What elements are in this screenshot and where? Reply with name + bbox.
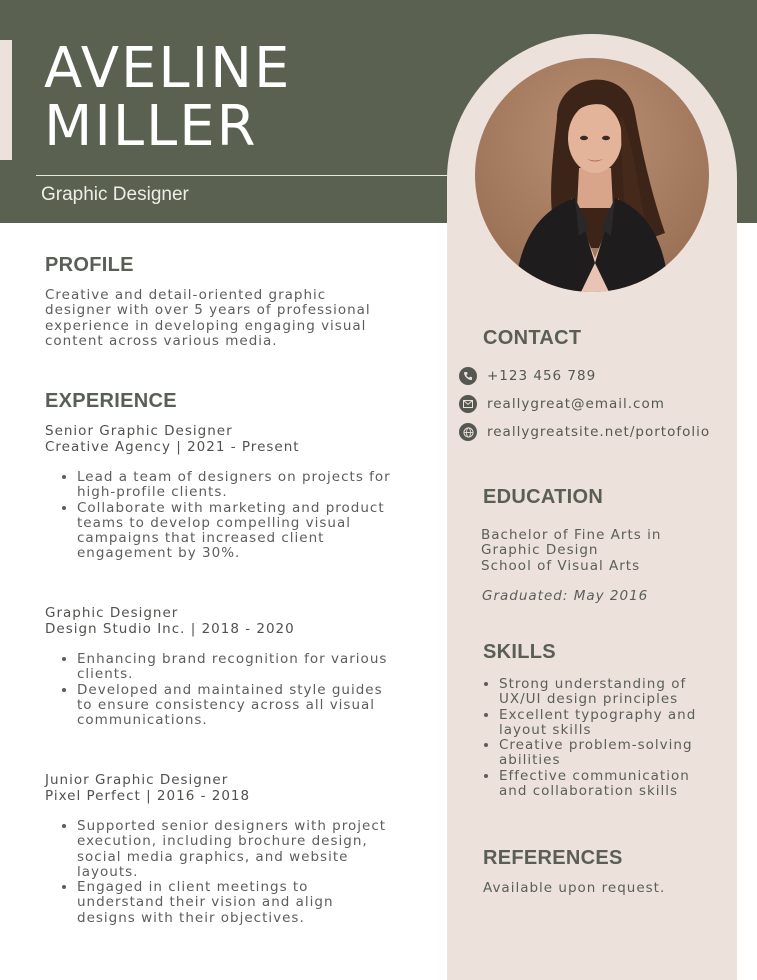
job-role: Senior Graphic Designer — [45, 423, 233, 439]
job-company: Design Studio Inc. | 2018 - 2020 — [45, 620, 295, 637]
job-title: Graphic Designer — [41, 184, 189, 205]
contact-heading: CONTACT — [483, 327, 582, 349]
list-item: • Collaborate with marketing and product teams to develop compelling visual campaigns that increased client engagement by 30%. — [77, 501, 447, 562]
job-bullets — [45, 470, 447, 562]
references-text: Available upon request. — [483, 880, 666, 896]
graduation-date: Graduated: May 2016 — [482, 588, 649, 604]
list-item: • Effective communication and collaboration skills — [499, 769, 749, 800]
contact-email[interactable] — [459, 394, 739, 414]
job-bullets — [45, 819, 447, 926]
skills-list — [482, 677, 749, 799]
phone-number: +123 456 789 — [487, 368, 597, 384]
job-role: Junior Graphic Designer — [45, 772, 229, 788]
list-item: • Enhancing brand recognition for various clients. — [77, 652, 447, 683]
experience-heading: EXPERIENCE — [45, 390, 177, 412]
list-item: • Lead a team of designers on projects for high-profile clients. — [77, 470, 447, 501]
job-entry-header — [45, 424, 300, 455]
job-company: Creative Agency | 2021 - Present — [45, 438, 300, 455]
portrait-illustration — [475, 58, 709, 292]
website-url: reallygreatsite.net/portofolio — [487, 424, 711, 440]
degree-line: Graphic Design — [481, 542, 599, 559]
school-name: School of Visual Arts — [481, 557, 641, 574]
contact-website[interactable] — [459, 422, 739, 442]
job-bullets — [45, 652, 447, 728]
last-name: MILLER — [44, 94, 258, 159]
list-item: • Developed and maintained style guides to ensure consistency across all visual communications. — [77, 683, 447, 729]
education-heading: EDUCATION — [483, 486, 604, 508]
profile-photo — [475, 58, 709, 292]
phone-icon — [459, 367, 477, 385]
profile-summary: Creative and detail-oriented graphic designer with over 5 years of professional experience in developing engaging visual content across various media. — [45, 287, 371, 350]
globe-icon — [459, 423, 477, 441]
candidate-name — [44, 36, 292, 159]
degree-line: Bachelor of Fine Arts in — [481, 527, 662, 543]
job-entry-header — [45, 773, 250, 804]
job-entry-header — [45, 606, 295, 637]
list-item: • Excellent typography and layout skills — [499, 708, 749, 739]
education-details — [481, 528, 661, 574]
job-company: Pixel Perfect | 2016 - 2018 — [45, 787, 251, 804]
contact-phone[interactable] — [459, 366, 739, 386]
list-item: • Creative problem-solving abilities — [499, 738, 749, 769]
list-item: • Supported senior designers with project execution, including brochure design, social media graphics, and website layouts. — [77, 819, 447, 880]
email-address: reallygreat@email.com — [487, 396, 665, 412]
mail-icon — [459, 395, 477, 413]
skills-heading: SKILLS — [483, 641, 556, 663]
list-item: • Strong understanding of UX/UI design principles — [499, 677, 749, 708]
first-name: AVELINE — [44, 36, 292, 101]
profile-heading: PROFILE — [45, 254, 134, 276]
job-role: Graphic Designer — [45, 605, 179, 621]
list-item: • Engaged in client meetings to understand their vision and align designs with their objectives. — [77, 880, 447, 926]
header-divider — [36, 175, 448, 176]
accent-bar — [0, 40, 12, 160]
references-heading: REFERENCES — [483, 847, 623, 869]
